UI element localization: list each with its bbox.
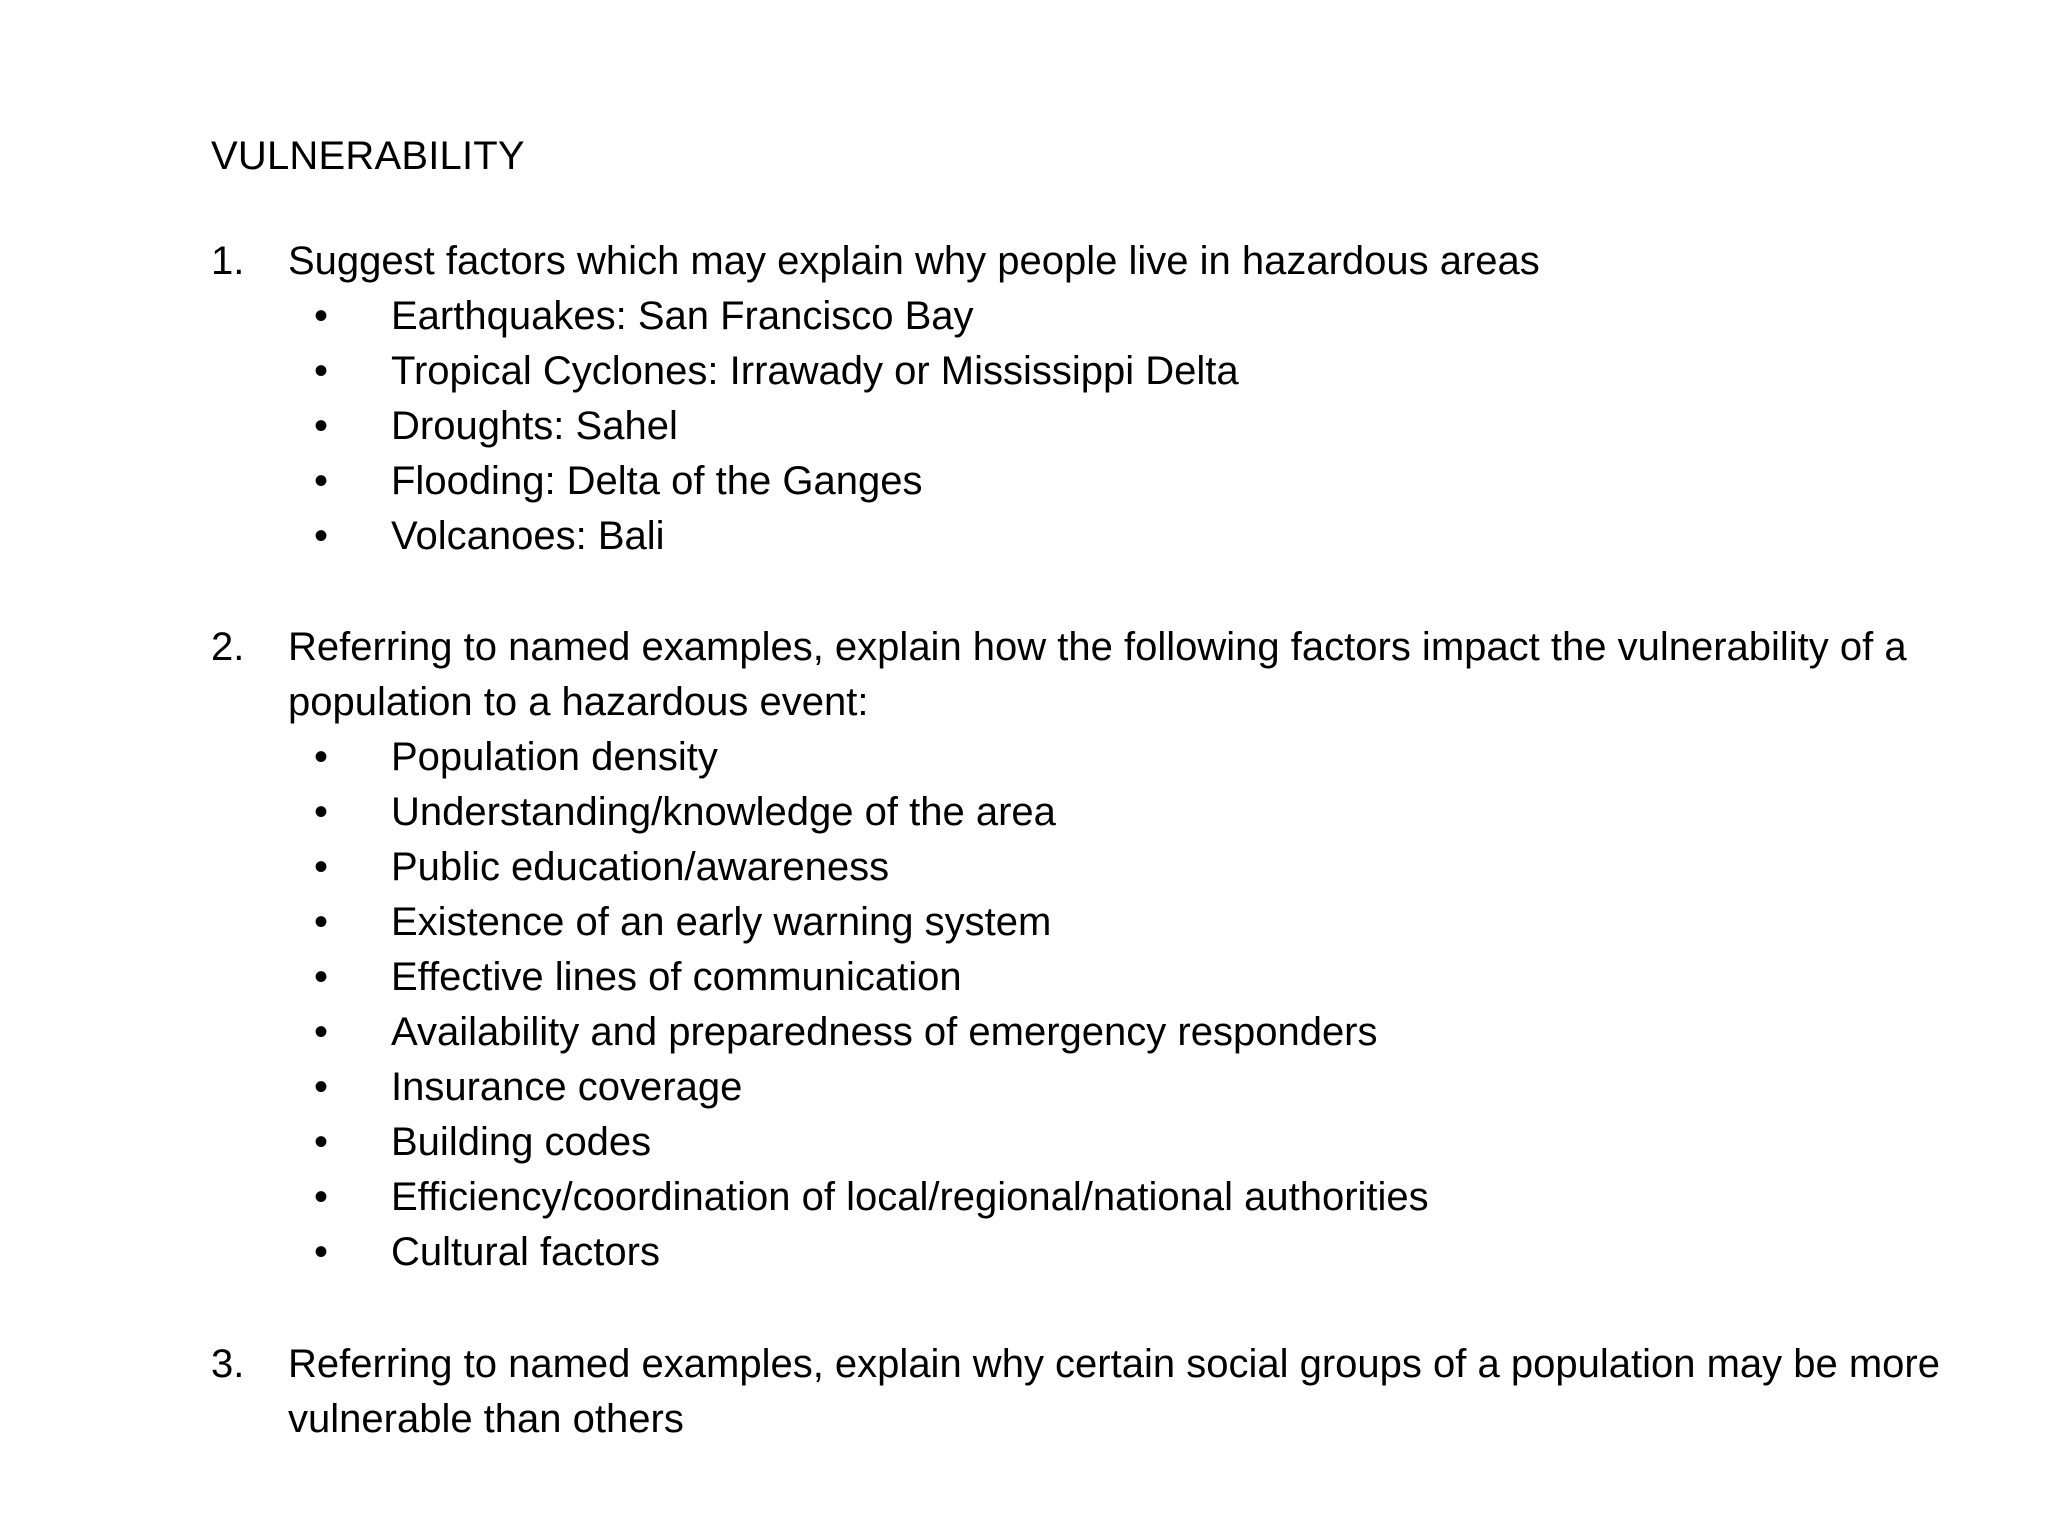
list-item [211, 509, 2011, 564]
list-item-text: Understanding/knowledge of the area [391, 790, 1056, 834]
bullet-icon: • [313, 845, 328, 889]
question-number: 1. [211, 239, 245, 283]
bullet-icon: • [313, 1120, 328, 1164]
list-item-text: Droughts: Sahel [391, 404, 678, 448]
bullet-icon: • [313, 1175, 328, 1219]
list-item-text: Tropical Cyclones: Irrawady or Mississippi Delta [391, 349, 1239, 393]
list-item [211, 840, 2011, 895]
question-number: 2. [211, 625, 245, 669]
bullet-icon: • [313, 1065, 328, 1109]
list-item [211, 950, 2011, 1005]
bullet-icon: • [313, 514, 328, 558]
list-item [211, 895, 2011, 950]
question-1 [211, 234, 2011, 564]
list-item [211, 399, 2011, 454]
list-item [211, 730, 2011, 785]
bullet-icon: • [313, 735, 328, 779]
bullet-icon: • [313, 294, 328, 338]
question-text: Referring to named examples, explain why certain social groups of a population may be more vulnerable than others [288, 1342, 1940, 1441]
bullet-icon: • [313, 955, 328, 999]
list-item [211, 1225, 2011, 1280]
list-item-text: Efficiency/coordination of local/regional/national authorities [391, 1175, 1429, 1219]
question-text: Referring to named examples, explain how the following factors impact the vulnerability of a population to a hazardous event: [288, 625, 1907, 724]
bullet-list [211, 730, 2011, 1280]
list-item-text: Existence of an early warning system [391, 900, 1052, 944]
list-item-text: Earthquakes: San Francisco Bay [391, 294, 974, 338]
list-item [211, 1170, 2011, 1225]
list-item-text: Flooding: Delta of the Ganges [391, 459, 923, 503]
bullet-icon: • [313, 1230, 328, 1274]
list-item-text: Availability and preparedness of emergency responders [391, 1010, 1378, 1054]
list-item-text: Volcanoes: Bali [391, 514, 665, 558]
list-item-text: Building codes [391, 1120, 652, 1164]
bullet-icon: • [313, 349, 328, 393]
page-title: VULNERABILITY [211, 134, 525, 178]
question-2 [211, 620, 2011, 1280]
bullet-list [211, 289, 2011, 564]
bullet-icon: • [313, 459, 328, 503]
list-item-text: Population density [391, 735, 718, 779]
bullet-icon: • [313, 790, 328, 834]
list-item [211, 785, 2011, 840]
list-item-text: Effective lines of communication [391, 955, 962, 999]
list-item [211, 289, 2011, 344]
list-item [211, 454, 2011, 509]
list-item [211, 1115, 2011, 1170]
question-number: 3. [211, 1342, 245, 1386]
bullet-icon: • [313, 404, 328, 448]
list-item-text: Insurance coverage [391, 1065, 743, 1109]
list-item [211, 1005, 2011, 1060]
question-3 [211, 1337, 2011, 1447]
list-item [211, 1060, 2011, 1115]
list-item-text: Public education/awareness [391, 845, 890, 889]
bullet-icon: • [313, 900, 328, 944]
list-item [211, 344, 2011, 399]
question-text: Suggest factors which may explain why people live in hazardous areas [288, 239, 1540, 283]
bullet-icon: • [313, 1010, 328, 1054]
list-item-text: Cultural factors [391, 1230, 660, 1274]
